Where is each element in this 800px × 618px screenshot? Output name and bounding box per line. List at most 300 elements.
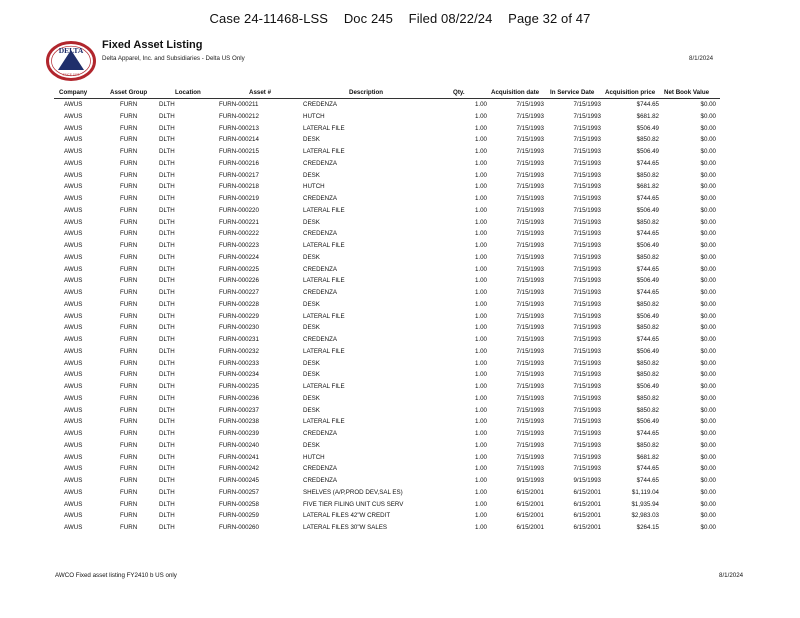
cell-location: DLTH — [159, 324, 175, 332]
cell-company: AWUS — [64, 206, 83, 214]
cell-qty: 1.00 — [474, 124, 487, 132]
cell-description: DESK — [303, 406, 320, 414]
cell-asset-group: FURN — [120, 465, 138, 473]
cell-asset-group: FURN — [120, 430, 138, 437]
cell-acquisition-price: $850.82 — [636, 371, 659, 379]
cell-acquisition-price: $506.49 — [636, 312, 659, 320]
cell-company: AWUS — [64, 394, 83, 402]
cell-asset-number: FURN-000213 — [219, 124, 259, 132]
cell-asset-number: FURN-000224 — [219, 253, 259, 261]
cell-asset-group: FURN — [120, 218, 138, 226]
cell-asset-number: FURN-000232 — [219, 347, 259, 355]
cell-acquisition-price: $506.49 — [636, 148, 659, 155]
table-row — [0, 113, 800, 122]
cell-company: AWUS — [64, 441, 83, 449]
cell-acquisition-price: $744.65 — [636, 477, 659, 484]
cell-location: DLTH — [159, 148, 175, 155]
cell-acquisition-price: $744.65 — [636, 465, 659, 473]
table-row — [0, 430, 800, 439]
cell-in-service-date: 7/15/1993 — [573, 347, 601, 355]
cell-net-book-value: $0.00 — [700, 300, 716, 308]
cell-acquisition-date: 7/15/1993 — [516, 148, 544, 155]
cell-location: DLTH — [159, 512, 175, 520]
cell-asset-number: FURN-000229 — [219, 312, 259, 320]
table-row — [0, 160, 800, 169]
cell-location: DLTH — [159, 101, 175, 108]
cell-asset-number: FURN-000211 — [219, 101, 259, 108]
cell-asset-group: FURN — [120, 500, 138, 508]
report-title: Fixed Asset Listing — [102, 39, 203, 51]
cell-in-service-date: 7/15/1993 — [573, 289, 601, 296]
cell-location: DLTH — [159, 488, 175, 496]
cell-acquisition-date: 7/15/1993 — [516, 124, 544, 132]
cell-net-book-value: $0.00 — [700, 347, 716, 355]
cell-asset-number: FURN-000225 — [219, 265, 259, 273]
cell-net-book-value: $0.00 — [700, 230, 716, 238]
cell-acquisition-price: $744.65 — [636, 336, 659, 343]
cell-acquisition-price: $744.65 — [636, 430, 659, 437]
cell-acquisition-price: $850.82 — [636, 441, 659, 449]
cell-location: DLTH — [159, 300, 175, 308]
cell-qty: 1.00 — [474, 488, 487, 496]
cell-asset-group: FURN — [120, 101, 138, 108]
cell-acquisition-date: 7/15/1993 — [516, 171, 544, 179]
cell-in-service-date: 7/15/1993 — [573, 101, 601, 108]
cell-company: AWUS — [64, 171, 83, 179]
cell-acquisition-date: 7/15/1993 — [516, 277, 544, 285]
cell-company: AWUS — [64, 488, 83, 496]
cell-asset-group: FURN — [120, 441, 138, 449]
cell-company: AWUS — [64, 148, 83, 155]
table-row — [0, 324, 800, 333]
cell-net-book-value: $0.00 — [700, 206, 716, 214]
table-row — [0, 512, 800, 521]
cell-net-book-value: $0.00 — [700, 312, 716, 320]
cell-in-service-date: 7/15/1993 — [573, 300, 601, 308]
cell-acquisition-date: 7/15/1993 — [516, 406, 544, 414]
cell-net-book-value: $0.00 — [700, 101, 716, 108]
cell-net-book-value: $0.00 — [700, 524, 716, 531]
cell-net-book-value: $0.00 — [700, 394, 716, 402]
logo-text: DELTA — [58, 46, 84, 55]
cell-location: DLTH — [159, 124, 175, 132]
cell-company: AWUS — [64, 324, 83, 332]
table-row — [0, 172, 800, 181]
cell-asset-group: FURN — [120, 171, 138, 179]
cell-description: CREDENZA — [303, 465, 338, 473]
cell-asset-number: FURN-000228 — [219, 300, 259, 308]
cell-location: DLTH — [159, 265, 175, 273]
cell-location: DLTH — [159, 347, 175, 355]
table-row — [0, 454, 800, 463]
cell-asset-group: FURN — [120, 136, 138, 144]
cell-qty: 1.00 — [474, 430, 487, 437]
cell-qty: 1.00 — [474, 242, 487, 249]
cell-location: DLTH — [159, 477, 175, 484]
cell-in-service-date: 7/15/1993 — [573, 136, 601, 144]
cell-acquisition-date: 7/15/1993 — [516, 324, 544, 332]
cell-asset-number: FURN-000212 — [219, 112, 259, 120]
cell-net-book-value: $0.00 — [700, 488, 716, 496]
cell-net-book-value: $0.00 — [700, 500, 716, 508]
cell-in-service-date: 7/15/1993 — [573, 206, 601, 214]
cell-asset-number: FURN-000219 — [219, 195, 259, 202]
cell-acquisition-date: 7/15/1993 — [516, 218, 544, 226]
cell-acquisition-price: $506.49 — [636, 418, 659, 426]
cell-asset-group: FURN — [120, 112, 138, 120]
cell-in-service-date: 7/15/1993 — [573, 406, 601, 414]
cell-acquisition-date: 7/15/1993 — [516, 253, 544, 261]
cell-asset-number: FURN-000216 — [219, 159, 259, 167]
cell-acquisition-price: $744.65 — [636, 230, 659, 238]
cell-in-service-date: 7/15/1993 — [573, 430, 601, 437]
cell-description: LATERAL FILE — [303, 347, 345, 355]
cell-acquisition-date: 9/15/1993 — [516, 477, 544, 484]
cell-in-service-date: 7/15/1993 — [573, 183, 601, 191]
cell-location: DLTH — [159, 159, 175, 167]
cell-description: LATERAL FILE — [303, 242, 345, 249]
cell-net-book-value: $0.00 — [700, 453, 716, 461]
cell-asset-number: FURN-000237 — [219, 406, 259, 414]
table-row — [0, 395, 800, 404]
logo-since: SINCE 1903 — [62, 72, 80, 77]
cell-description: DESK — [303, 218, 320, 226]
page-indicator: Page 32 of 47 — [508, 11, 591, 26]
cell-company: AWUS — [64, 371, 83, 379]
cell-asset-number: FURN-000234 — [219, 371, 259, 379]
cell-description: SHELVES (A/P,PROD DEV,SAL ES) — [303, 488, 403, 496]
cell-acquisition-date: 7/15/1993 — [516, 347, 544, 355]
cell-qty: 1.00 — [474, 394, 487, 402]
table-row — [0, 254, 800, 263]
cell-in-service-date: 6/15/2001 — [573, 512, 601, 520]
cell-acquisition-price: $506.49 — [636, 347, 659, 355]
cell-asset-number: FURN-000214 — [219, 136, 259, 144]
cell-location: DLTH — [159, 242, 175, 249]
cell-qty: 1.00 — [474, 371, 487, 379]
cell-asset-group: FURN — [120, 347, 138, 355]
cell-qty: 1.00 — [474, 289, 487, 296]
cell-qty: 1.00 — [474, 500, 487, 508]
cell-company: AWUS — [64, 277, 83, 285]
cell-qty: 1.00 — [474, 148, 487, 155]
table-row — [0, 148, 800, 157]
cell-company: AWUS — [64, 242, 83, 249]
cell-net-book-value: $0.00 — [700, 171, 716, 179]
cell-in-service-date: 7/15/1993 — [573, 242, 601, 249]
cell-location: DLTH — [159, 406, 175, 414]
cell-qty: 1.00 — [474, 300, 487, 308]
cell-qty: 1.00 — [474, 336, 487, 343]
cell-in-service-date: 7/15/1993 — [573, 465, 601, 473]
cell-net-book-value: $0.00 — [700, 406, 716, 414]
col-company: Company — [59, 89, 88, 96]
cell-asset-number: FURN-000235 — [219, 383, 259, 390]
cell-qty: 1.00 — [474, 312, 487, 320]
cell-asset-number: FURN-000242 — [219, 465, 259, 473]
cell-acquisition-date: 7/15/1993 — [516, 112, 544, 120]
cell-asset-group: FURN — [120, 488, 138, 496]
cell-description: LATERAL FILE — [303, 206, 345, 214]
cell-acquisition-date: 7/15/1993 — [516, 430, 544, 437]
cell-description: CREDENZA — [303, 336, 338, 343]
cell-location: DLTH — [159, 418, 175, 426]
cell-acquisition-date: 7/15/1993 — [516, 242, 544, 249]
cell-asset-group: FURN — [120, 418, 138, 426]
cell-net-book-value: $0.00 — [700, 477, 716, 484]
cell-asset-number: FURN-000233 — [219, 359, 259, 367]
cell-description: HUTCH — [303, 112, 325, 120]
cell-qty: 1.00 — [474, 136, 487, 144]
cell-net-book-value: $0.00 — [700, 441, 716, 449]
cell-company: AWUS — [64, 500, 83, 508]
cell-location: DLTH — [159, 230, 175, 238]
cell-qty: 1.00 — [474, 465, 487, 473]
cell-asset-number: FURN-000222 — [219, 230, 259, 238]
cell-qty: 1.00 — [474, 195, 487, 202]
cell-qty: 1.00 — [474, 206, 487, 214]
cell-company: AWUS — [64, 312, 83, 320]
cell-company: AWUS — [64, 289, 83, 296]
cell-in-service-date: 7/15/1993 — [573, 195, 601, 202]
cell-acquisition-price: $744.65 — [636, 159, 659, 167]
table-row — [0, 336, 800, 345]
cell-asset-group: FURN — [120, 277, 138, 285]
table-row — [0, 207, 800, 216]
table-row — [0, 301, 800, 310]
cell-description: CREDENZA — [303, 101, 338, 108]
cell-asset-number: FURN-000230 — [219, 324, 259, 332]
cell-asset-group: FURN — [120, 124, 138, 132]
cell-asset-number: FURN-000239 — [219, 430, 259, 437]
cell-in-service-date: 7/15/1993 — [573, 312, 601, 320]
table-row — [0, 277, 800, 286]
cell-asset-group: FURN — [120, 371, 138, 379]
table-row — [0, 407, 800, 416]
cell-asset-number: FURN-000218 — [219, 183, 259, 191]
cell-asset-number: FURN-000220 — [219, 206, 259, 214]
cell-qty: 1.00 — [474, 383, 487, 390]
cell-qty: 1.00 — [474, 359, 487, 367]
cell-acquisition-date: 7/15/1993 — [516, 336, 544, 343]
table-row — [0, 183, 800, 192]
cell-qty: 1.00 — [474, 112, 487, 120]
cell-description: DESK — [303, 136, 320, 144]
cell-asset-number: FURN-000257 — [219, 488, 259, 496]
cell-acquisition-date: 7/15/1993 — [516, 441, 544, 449]
cell-asset-group: FURN — [120, 289, 138, 296]
cell-location: DLTH — [159, 277, 175, 285]
col-qty: Qty. — [453, 89, 465, 96]
cell-net-book-value: $0.00 — [700, 383, 716, 390]
cell-company: AWUS — [64, 230, 83, 238]
cell-net-book-value: $0.00 — [700, 336, 716, 343]
cell-qty: 1.00 — [474, 347, 487, 355]
cell-asset-number: FURN-000231 — [219, 336, 259, 343]
cell-asset-group: FURN — [120, 406, 138, 414]
cell-in-service-date: 6/15/2001 — [573, 500, 601, 508]
cell-description: CREDENZA — [303, 289, 338, 296]
cell-company: AWUS — [64, 430, 83, 437]
cell-description: HUTCH — [303, 183, 325, 191]
cell-description: LATERAL FILE — [303, 124, 345, 132]
cell-net-book-value: $0.00 — [700, 359, 716, 367]
table-row — [0, 418, 800, 427]
cell-asset-number: FURN-000217 — [219, 171, 259, 179]
cell-location: DLTH — [159, 453, 175, 461]
cell-qty: 1.00 — [474, 265, 487, 273]
col-description: Description — [349, 89, 384, 96]
cell-description: DESK — [303, 359, 320, 367]
col-location: Location — [175, 89, 201, 96]
cell-asset-group: FURN — [120, 242, 138, 249]
cell-acquisition-date: 7/15/1993 — [516, 418, 544, 426]
cell-asset-number: FURN-000260 — [219, 524, 259, 531]
cell-acquisition-date: 7/15/1993 — [516, 265, 544, 273]
cell-asset-number: FURN-000227 — [219, 289, 259, 296]
cell-company: AWUS — [64, 195, 83, 202]
col-asset-number: Asset # — [249, 89, 272, 96]
cell-net-book-value: $0.00 — [700, 148, 716, 155]
cell-description: CREDENZA — [303, 265, 338, 273]
table-row — [0, 219, 800, 228]
cell-acquisition-price: $506.49 — [636, 277, 659, 285]
cell-asset-number: FURN-000221 — [219, 218, 259, 226]
cell-asset-number: FURN-000215 — [219, 148, 259, 155]
cell-qty: 1.00 — [474, 230, 487, 238]
cell-company: AWUS — [64, 383, 83, 390]
cell-description: LATERAL FILE — [303, 418, 345, 426]
cell-company: AWUS — [64, 218, 83, 226]
col-asset-group: Asset Group — [110, 89, 148, 96]
cell-description: FIVE TIER FILING UNIT CUS SERV — [303, 500, 404, 508]
cell-acquisition-date: 7/15/1993 — [516, 289, 544, 296]
delta-logo-icon — [46, 41, 96, 81]
table-row — [0, 383, 800, 392]
cell-in-service-date: 9/15/1993 — [573, 477, 601, 484]
cell-asset-number: FURN-000223 — [219, 242, 259, 249]
cell-in-service-date: 7/15/1993 — [573, 383, 601, 390]
cell-location: DLTH — [159, 171, 175, 179]
cell-acquisition-date: 7/15/1993 — [516, 371, 544, 379]
cell-asset-group: FURN — [120, 265, 138, 273]
cell-net-book-value: $0.00 — [700, 124, 716, 132]
cell-acquisition-date: 7/15/1993 — [516, 101, 544, 108]
cell-acquisition-price: $1,935.94 — [631, 500, 659, 508]
cell-description: LATERAL FILES 30"W SALES — [303, 524, 388, 531]
cell-acquisition-price: $850.82 — [636, 359, 659, 367]
cell-asset-number: FURN-000236 — [219, 394, 259, 402]
cell-acquisition-price: $744.65 — [636, 195, 659, 202]
cell-asset-group: FURN — [120, 359, 138, 367]
cell-location: DLTH — [159, 359, 175, 367]
cell-company: AWUS — [64, 159, 83, 167]
cell-acquisition-date: 6/15/2001 — [516, 512, 544, 520]
cell-in-service-date: 7/15/1993 — [573, 336, 601, 343]
cell-asset-group: FURN — [120, 512, 138, 520]
cell-description: LATERAL FILE — [303, 312, 345, 320]
cell-company: AWUS — [64, 300, 83, 308]
cell-description: DESK — [303, 324, 320, 332]
cell-net-book-value: $0.00 — [700, 195, 716, 202]
cell-location: DLTH — [159, 524, 175, 531]
footer-date: 8/1/2024 — [719, 572, 744, 579]
cell-acquisition-date: 7/15/1993 — [516, 183, 544, 191]
cell-in-service-date: 6/15/2001 — [573, 524, 601, 531]
cell-acquisition-price: $850.82 — [636, 253, 659, 261]
cell-acquisition-date: 7/15/1993 — [516, 300, 544, 308]
cell-qty: 1.00 — [474, 477, 487, 484]
cell-company: AWUS — [64, 101, 83, 108]
cell-location: DLTH — [159, 183, 175, 191]
cell-acquisition-date: 7/15/1993 — [516, 159, 544, 167]
cell-acquisition-date: 7/15/1993 — [516, 453, 544, 461]
cell-qty: 1.00 — [474, 418, 487, 426]
cell-in-service-date: 7/15/1993 — [573, 359, 601, 367]
cell-net-book-value: $0.00 — [700, 324, 716, 332]
cell-acquisition-price: $850.82 — [636, 218, 659, 226]
cell-acquisition-price: $506.49 — [636, 383, 659, 390]
cell-asset-group: FURN — [120, 394, 138, 402]
cell-acquisition-price: $744.65 — [636, 101, 659, 108]
cell-acquisition-date: 6/15/2001 — [516, 488, 544, 496]
cell-acquisition-date: 7/15/1993 — [516, 206, 544, 214]
table-row — [0, 242, 800, 251]
cell-description: CREDENZA — [303, 195, 338, 202]
cell-description: DESK — [303, 300, 320, 308]
cell-asset-number: FURN-000258 — [219, 500, 259, 508]
cell-description: DESK — [303, 441, 320, 449]
cell-company: AWUS — [64, 253, 83, 261]
report-date: 8/1/2024 — [689, 55, 714, 62]
col-net-book-value: Net Book Value — [664, 89, 710, 96]
doc-number: Doc 245 — [343, 11, 393, 26]
cell-acquisition-date: 7/15/1993 — [516, 230, 544, 238]
cell-acquisition-price: $2,983.03 — [631, 512, 659, 520]
cell-qty: 1.00 — [474, 512, 487, 520]
table-row — [0, 501, 800, 510]
cell-net-book-value: $0.00 — [700, 159, 716, 167]
cell-location: DLTH — [159, 371, 175, 379]
cell-in-service-date: 7/15/1993 — [573, 148, 601, 155]
cell-acquisition-price: $681.82 — [636, 453, 659, 461]
cell-in-service-date: 7/15/1993 — [573, 453, 601, 461]
cell-asset-number: FURN-000238 — [219, 418, 259, 426]
cell-company: AWUS — [64, 136, 83, 144]
cell-asset-group: FURN — [120, 159, 138, 167]
cell-asset-group: FURN — [120, 312, 138, 320]
table-row — [0, 195, 800, 204]
cell-description: LATERAL FILE — [303, 277, 345, 285]
cell-company: AWUS — [64, 265, 83, 273]
cell-acquisition-date: 7/15/1993 — [516, 136, 544, 144]
cell-in-service-date: 7/15/1993 — [573, 230, 601, 238]
header-divider — [54, 98, 720, 99]
cell-qty: 1.00 — [474, 453, 487, 461]
cell-qty: 1.00 — [474, 218, 487, 226]
cell-company: AWUS — [64, 124, 83, 132]
cell-net-book-value: $0.00 — [700, 112, 716, 120]
cell-acquisition-date: 7/15/1993 — [516, 359, 544, 367]
cell-location: DLTH — [159, 500, 175, 508]
cell-net-book-value: $0.00 — [700, 430, 716, 437]
cell-location: DLTH — [159, 136, 175, 144]
cell-acquisition-price: $744.65 — [636, 289, 659, 296]
col-in-service-date: In Service Date — [550, 89, 595, 96]
table-row — [0, 442, 800, 451]
cell-company: AWUS — [64, 347, 83, 355]
cell-asset-number: FURN-000259 — [219, 512, 259, 520]
